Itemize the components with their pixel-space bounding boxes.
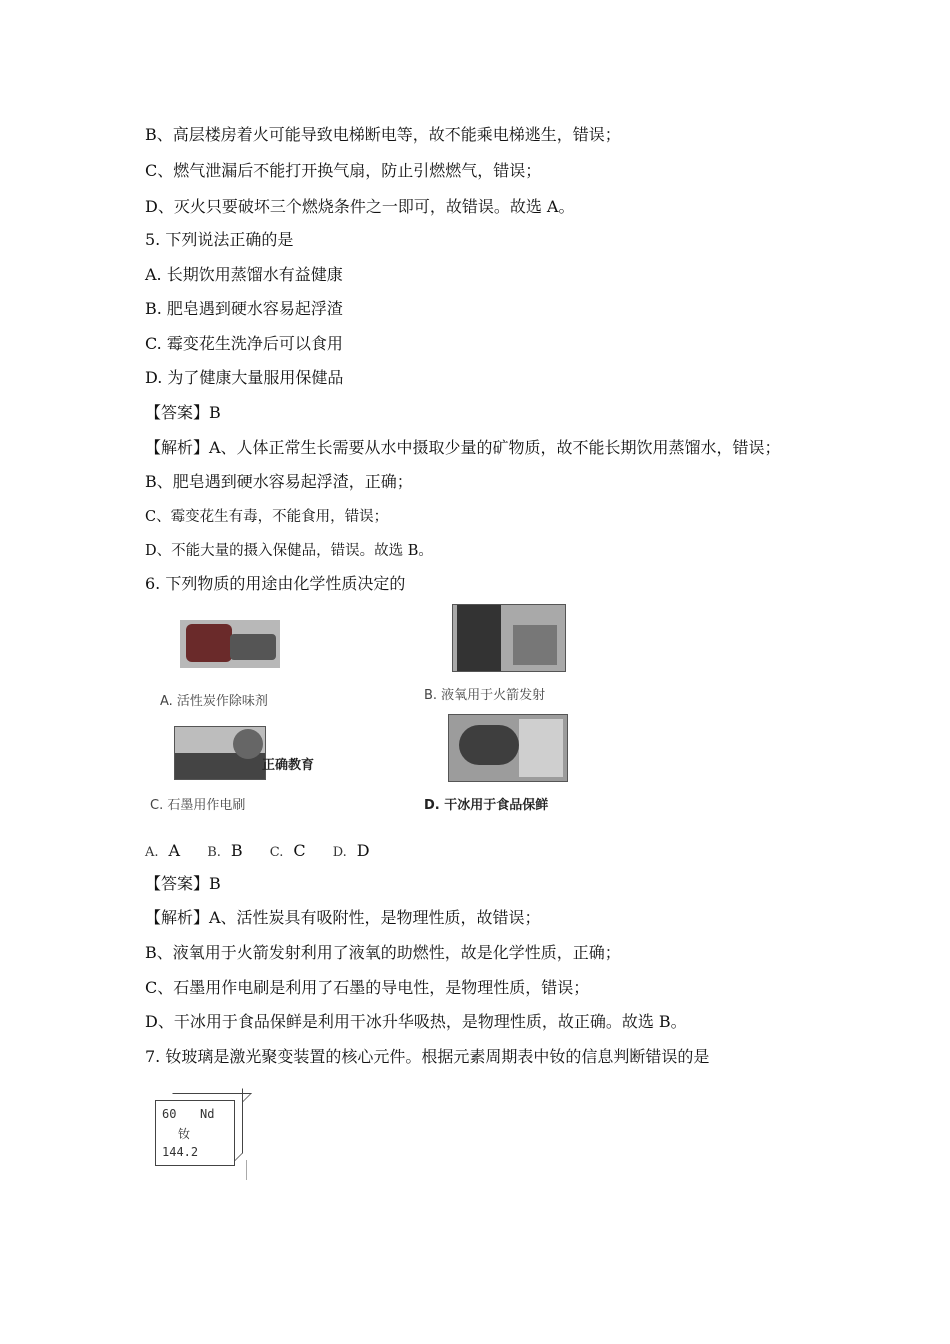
question-5-stem: 5. 下列说法正确的是 — [145, 230, 294, 249]
question-6-options — [145, 840, 392, 864]
question-7-stem: 7. 钕玻璃是激光聚变装置的核心元件。根据元素周期表中钕的信息判断错误的是 — [145, 1047, 710, 1066]
question-5-explanation: D、不能大量的摄入保健品，错误。故选 B。 — [145, 543, 433, 559]
question-6-explanation: D、干冰用于食品保鲜是利用干冰升华吸热，是物理性质，故正确。故选 B。 — [145, 1012, 687, 1031]
question-5-explanation: B、肥皂遇到硬水容易起浮渣，正确； — [145, 472, 413, 491]
graphite-brush-photo — [174, 726, 266, 780]
question-5-option-b: B. 肥皂遇到硬水容易起浮渣 — [145, 299, 343, 318]
question-5-option-a: A. 长期饮用蒸馏水有益健康 — [145, 265, 343, 284]
element-name: 钕 — [178, 1127, 191, 1141]
question-6-answer: 【答案】B — [145, 874, 221, 893]
choice-c[interactable]: C. C — [269, 841, 306, 860]
explanation-line: B、高层楼房着火可能导致电梯断电等，故不能乘电梯逃生，错误； — [145, 125, 621, 144]
figure-caption-c: C. 石墨用作电刷 — [150, 798, 246, 813]
cell-depth-edge — [234, 1088, 243, 1162]
scan-mark — [246, 1160, 247, 1180]
figure-caption-d: D. 干冰用于食品保鲜 — [424, 798, 549, 813]
element-symbol: Nd — [200, 1107, 215, 1121]
question-5-explanation: C、霉变花生有毒，不能食用，错误； — [145, 509, 389, 525]
question-6-explanation: 【解析】A、活性炭具有吸附性，是物理性质，故错误； — [145, 908, 541, 927]
atomic-number: 60 — [162, 1107, 177, 1121]
question-5-option-c: C. 霉变花生洗净后可以食用 — [145, 334, 343, 353]
choice-b[interactable]: B. B — [207, 841, 243, 860]
question-6-explanation: C、石墨用作电刷是利用了石墨的导电性，是物理性质，错误； — [145, 978, 590, 997]
figure-caption-a: A. 活性炭作除味剂 — [160, 694, 268, 709]
question-5-answer: 【答案】B — [145, 403, 221, 422]
watermark-text: 正确教育 — [262, 758, 315, 773]
choice-d[interactable]: D. D — [332, 841, 370, 860]
rocket-launch-photo — [452, 604, 566, 672]
question-5-explanation: 【解析】A、人体正常生长需要从水中摄取少量的矿物质，故不能长期饮用蒸馏水，错误； — [145, 438, 781, 457]
dry-ice-food-photo — [448, 714, 568, 782]
question-6-stem: 6. 下列物质的用途由化学性质决定的 — [145, 574, 406, 593]
figure-caption-b: B. 液氧用于火箭发射 — [424, 688, 546, 703]
explanation-line: D、灭火只要破坏三个燃烧条件之一即可，故错误。故选 A。 — [145, 197, 575, 216]
periodic-table-cell — [155, 1100, 235, 1166]
choice-a[interactable]: A. A — [145, 841, 181, 860]
activated-carbon-photo — [180, 620, 280, 668]
question-5-option-d: D. 为了健康大量服用保健品 — [145, 368, 344, 387]
question-6-explanation: B、液氧用于火箭发射利用了液氧的助燃性，故是化学性质，正确； — [145, 943, 621, 962]
explanation-line: C、燃气泄漏后不能打开换气扇，防止引燃燃气，错误； — [145, 161, 542, 180]
atomic-mass: 144.2 — [162, 1145, 199, 1159]
